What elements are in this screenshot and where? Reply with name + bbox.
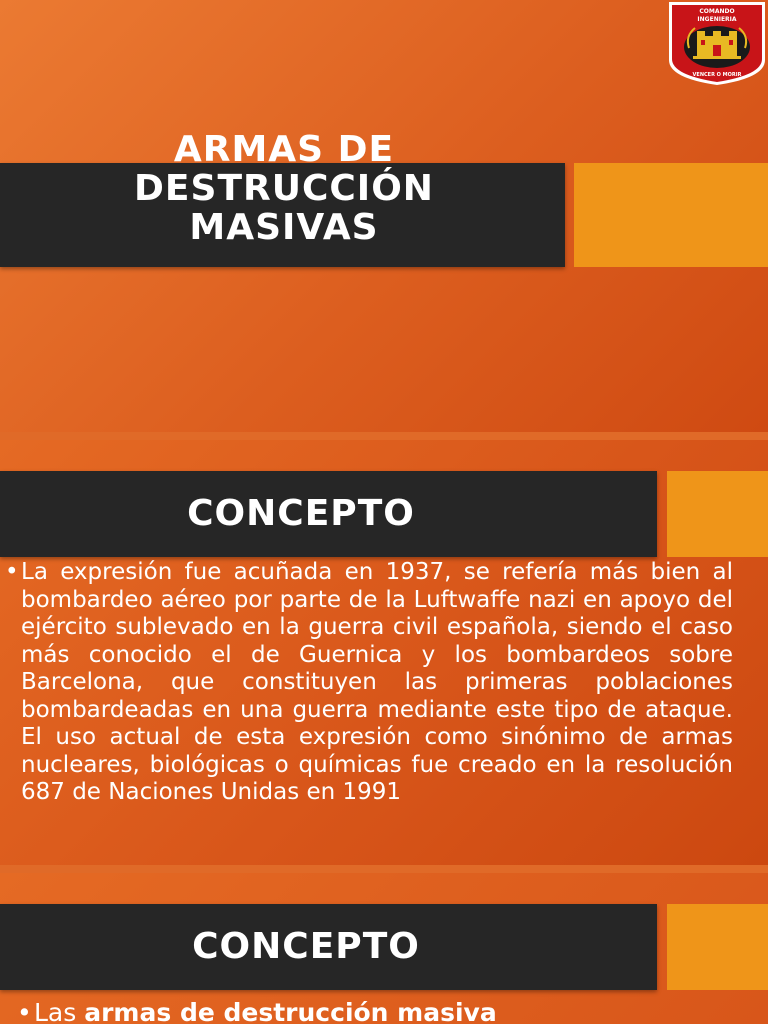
concept-text-plain: Las <box>34 998 85 1024</box>
title-line-3: MASIVAS <box>189 207 379 248</box>
concept-text <box>34 998 754 1024</box>
title-line-2: DESTRUCCIÓN <box>134 168 434 209</box>
accent-block <box>667 904 768 990</box>
svg-text:COMANDO: COMANDO <box>699 8 735 15</box>
bullet-marker: • <box>17 998 32 1024</box>
svg-text:INGENIERIA: INGENIERIA <box>697 16 737 23</box>
slide-gap <box>0 865 768 873</box>
title-slide <box>0 0 768 432</box>
concept-text-bold: armas de destrucción masiva <box>84 998 497 1024</box>
castle-emblem-icon <box>667 0 767 86</box>
concept-paragraph: La expresión fue acuñada en 1937, se refería más bien al bombardeo aéreo por parte de la Luftwaffe nazi en apoyo del ejército sublevado en la guerra civil española, siendo el caso más conocido el de Guernica y los bombardeos sobre Barcelona, que constituyen las primeras poblaciones bombardeadas en una guerra mediante este tipo de ataque. El uso actual de esta expresión como sinónimo de armas nucleares, biológicas o químicas fue creado en la resolución 687 de Naciones Unidas en 1991 <box>21 559 733 805</box>
title-line-1: ARMAS DE <box>173 129 395 170</box>
accent-block <box>667 471 768 557</box>
bullet-marker: • <box>5 559 19 585</box>
svg-text:VENCER O MORIR: VENCER O MORIR <box>692 72 742 78</box>
slide-heading: CONCEPTO <box>187 493 415 534</box>
concept-slide-2 <box>0 873 768 1024</box>
slide-gap <box>0 432 768 440</box>
concept-slide-1 <box>0 440 768 865</box>
accent-block <box>574 163 768 267</box>
comando-ingenieria-logo <box>667 0 767 86</box>
slide-heading: CONCEPTO <box>192 926 420 967</box>
slide-title <box>0 130 568 247</box>
